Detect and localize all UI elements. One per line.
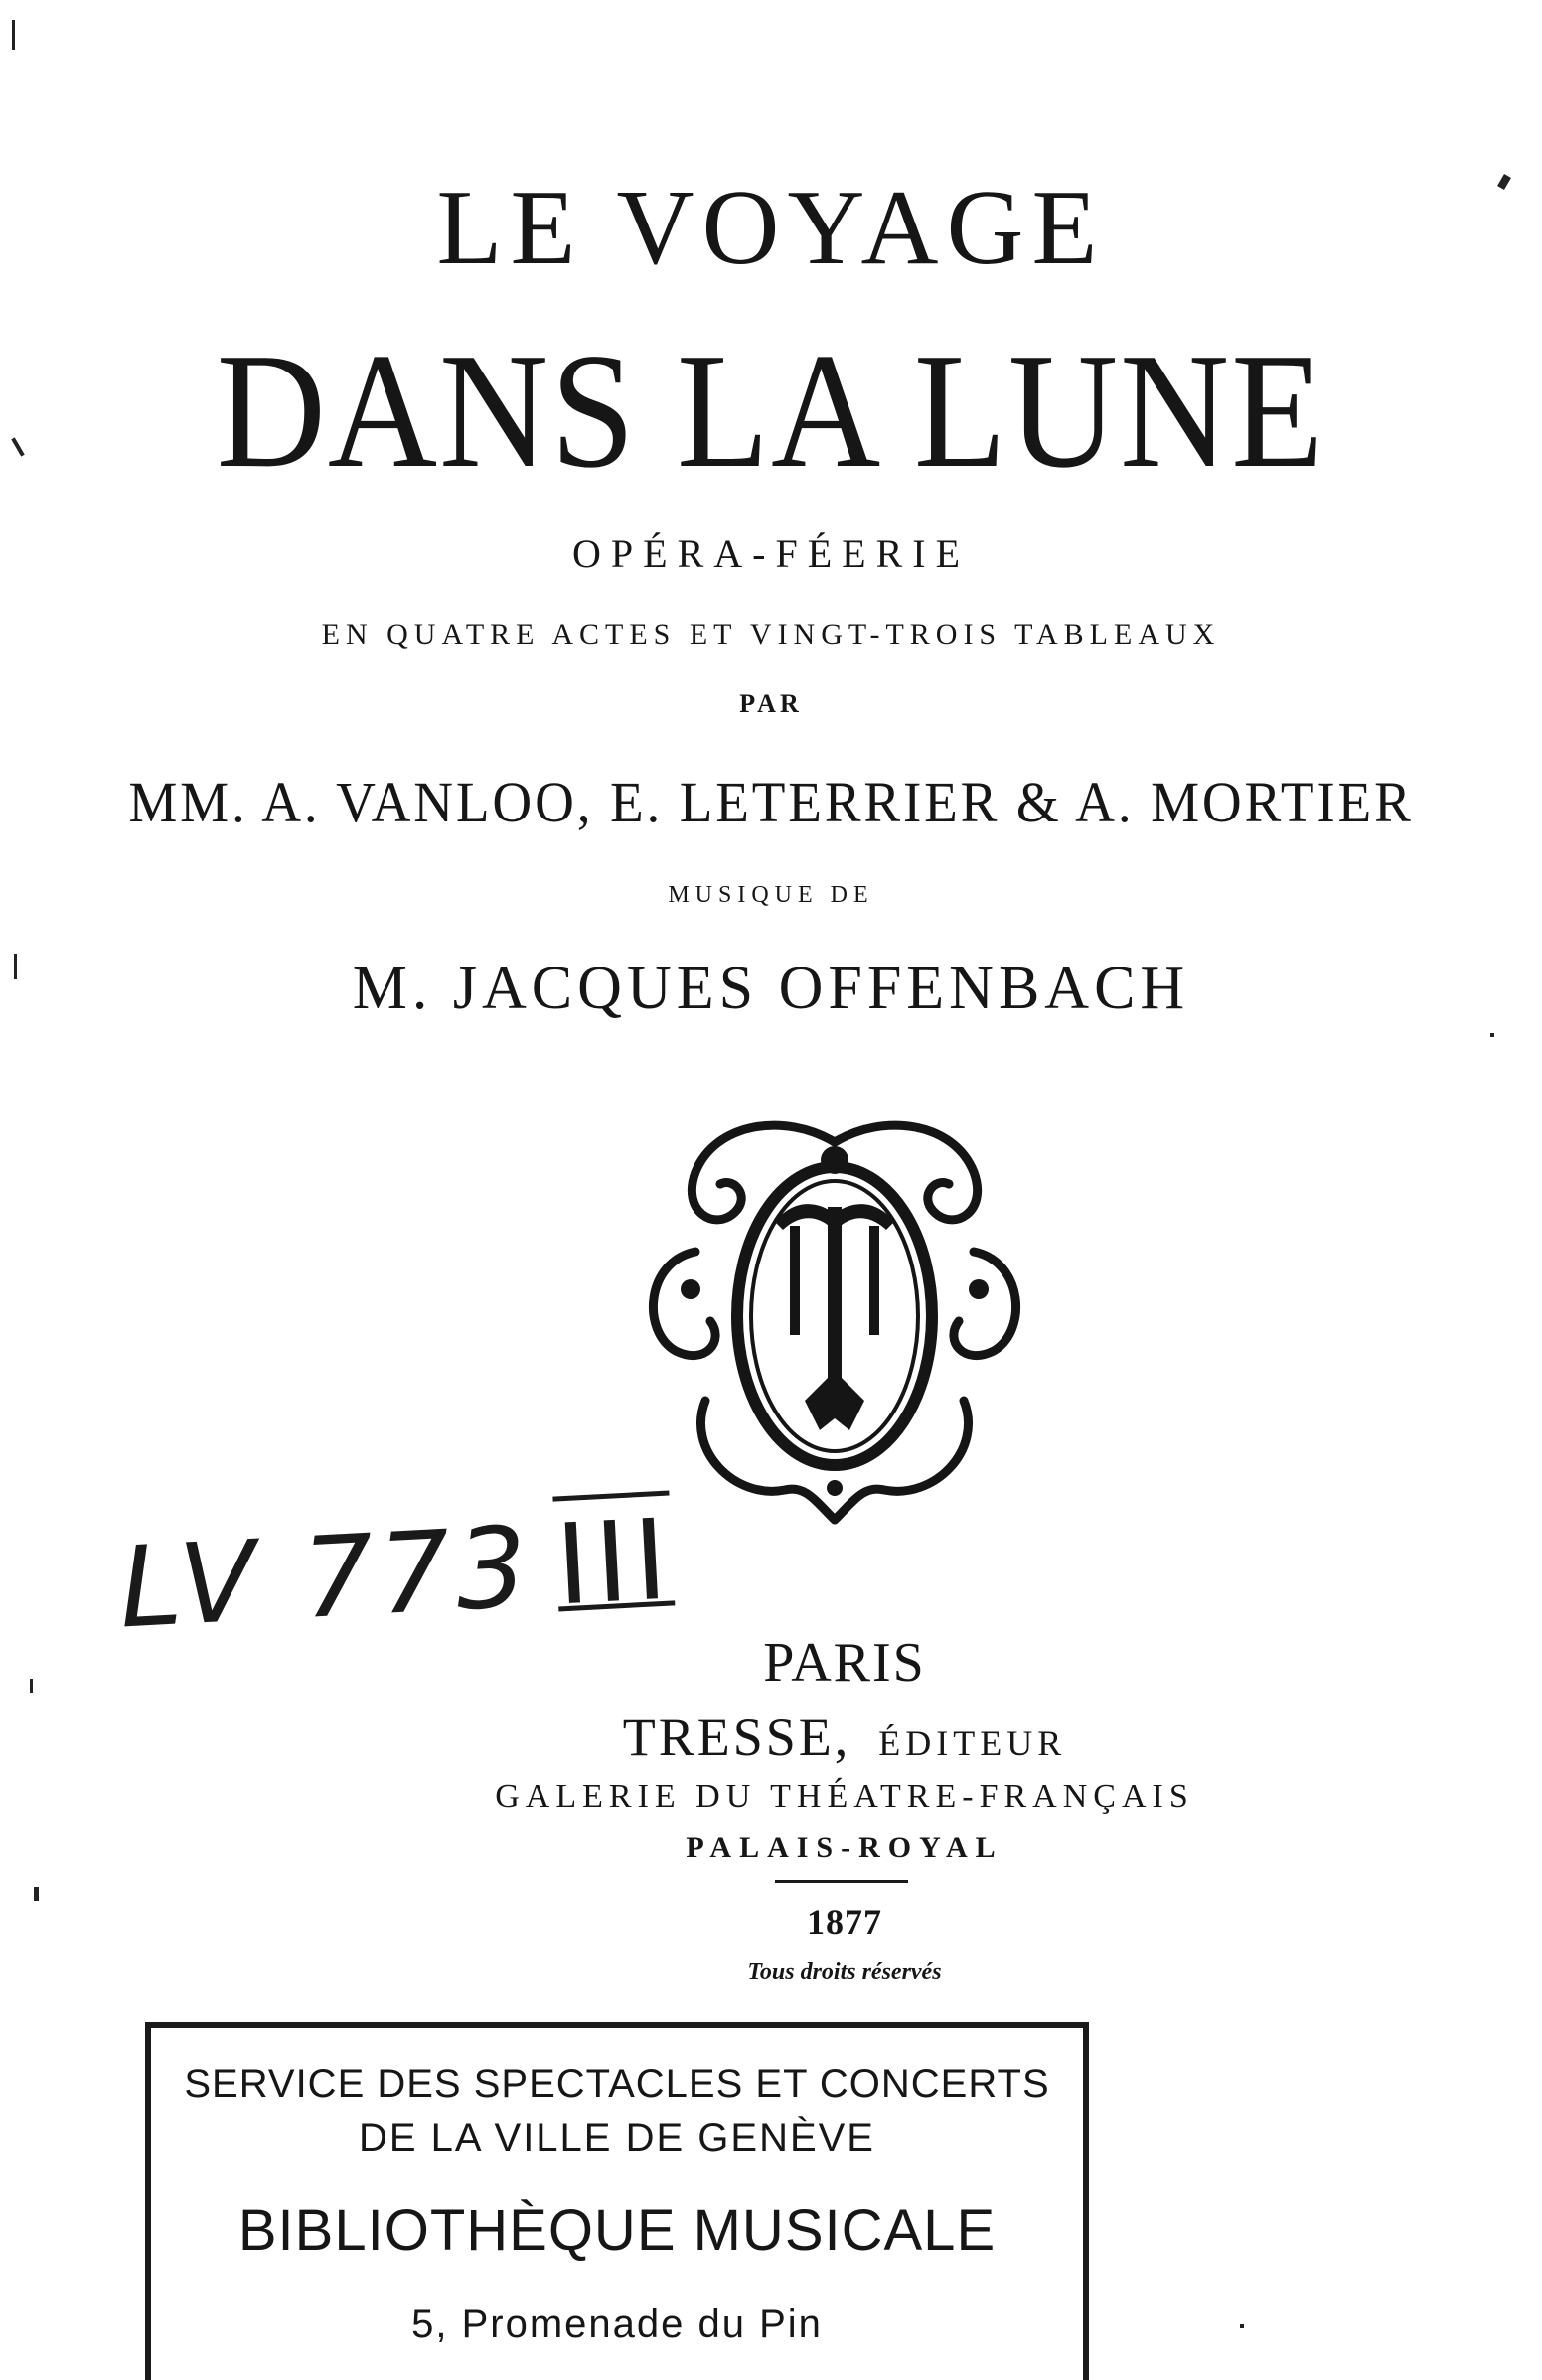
publisher-line: [298, 1707, 1391, 1768]
margin-speck: [1490, 1033, 1494, 1037]
title-line-1: LE VOYAGE: [436, 169, 1106, 287]
margin-speck: [11, 437, 24, 456]
publisher-place: PALAIS-ROYAL: [686, 1831, 1003, 1863]
title-line-2: DANS LA LUNE: [216, 319, 1326, 502]
margin-speck: [34, 1887, 39, 1901]
publisher-monogram-emblem: [626, 1103, 1043, 1540]
par-label: PAR: [739, 689, 803, 718]
margin-speck: [12, 20, 15, 50]
divider-rule: [775, 1880, 908, 1883]
handwritten-shelfmark: [116, 1496, 676, 1654]
publication-year: 1877: [807, 1902, 882, 1942]
margin-speck: [1240, 2324, 1244, 2328]
shelfmark-volume: III: [552, 1495, 677, 1631]
margin-speck: [30, 1679, 33, 1693]
publisher-gallery: GALERIE DU THÉATRE-FRANÇAIS: [495, 1778, 1194, 1815]
stamp-line-2: DE LA VILLE DE GENÈVE: [359, 2116, 875, 2159]
rights-notice: Tous droits réservés: [747, 1959, 942, 1985]
margin-speck: [14, 954, 17, 979]
stamp-line-1: SERVICE DES SPECTACLES ET CONCERTS: [184, 2062, 1050, 2106]
composer: M. JACQUES OFFENBACH: [352, 955, 1190, 1022]
authors: MM. A. VANLOO, E. LETERRIER & A. MORTIER: [128, 770, 1414, 834]
library-stamp: [145, 2022, 1089, 2380]
shelfmark-number: LV 773: [115, 1502, 537, 1654]
stamp-line-4: 5, Promenade du Pin: [411, 2303, 823, 2346]
publisher-city: PARIS: [763, 1632, 926, 1694]
acts-description: EN QUATRE ACTES ET VINGT-TROIS TABLEAUX: [321, 618, 1221, 651]
genre: OPÉRA-FÉERIE: [572, 531, 970, 576]
music-label: MUSIQUE DE: [668, 882, 874, 908]
publisher-name: TRESSE,: [622, 1708, 851, 1767]
publisher-role: ÉDITEUR: [878, 1723, 1067, 1763]
stamp-line-3: BIBLIOTHÈQUE MUSICALE: [237, 2198, 997, 2263]
